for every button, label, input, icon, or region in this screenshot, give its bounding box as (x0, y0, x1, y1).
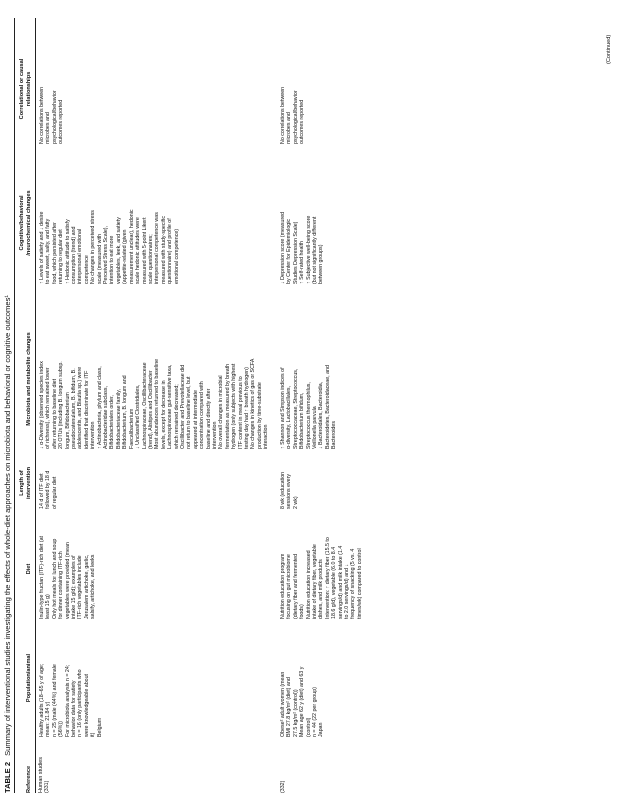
cell-line: ↓ α-Diversity (observed species index (39, 361, 45, 449)
cell-line: n = 25 (male (44%) and female (51, 664, 58, 737)
cell-line: Faecalibacterium (128, 408, 135, 449)
cell-line: to eat sweet, salty, and fatty (45, 218, 52, 284)
header-population: Population/animal (26, 653, 32, 703)
cell-line: microbes and (286, 112, 293, 144)
cell-line: Obese² adult women (mean (280, 671, 286, 737)
cell-line: ↑ Self-rated health (299, 241, 306, 284)
cell-line: intake 15 g/d); examples of (71, 555, 78, 619)
cell-line: salsify, artichoke, and leeks (90, 554, 97, 619)
cell-line: Streptococcus thermophilus, (305, 382, 312, 449)
cell-line: of regular diet (51, 476, 58, 509)
table-title: Summary of interventional studies investigating the effects of whole-diet approaches on microbiota and behavioral or cognitive outcomes¹ (3, 295, 12, 756)
cell-line: adolescentis, and Blautia sp.) were (77, 366, 84, 449)
cell-line: sessions every (286, 473, 293, 509)
cell-line: vegetables, leek, and satiety (115, 217, 122, 284)
cell-line: times/wk) compared to control (356, 548, 363, 619)
cell-line: scale hedonic attitudes were (135, 217, 142, 284)
cell-line: n = 44 (22 per group) (312, 687, 319, 737)
cell-line: vegetables were provided (mean (64, 542, 71, 619)
cell-line: behavior data for satiety (71, 680, 78, 737)
cell-line: No correlations between (39, 86, 45, 144)
cell-line: Bifidobacteriaceae family, (115, 389, 122, 449)
cell-line: servings/d) and milk intake (1.4 (337, 545, 344, 619)
cell-line: (trend), Alistipes and Oscillibacter (147, 370, 154, 449)
cell-line: measurement unclear), hedonic (128, 209, 135, 284)
cell-line: Jerusalem artichoke, garlic, (83, 554, 90, 619)
cell-line: Lachnospiraceae gut-sensitive taxa, (167, 364, 174, 449)
cell-line: concentration compared with (199, 381, 206, 449)
header-length-line-2: intervention (25, 467, 32, 500)
cell-line: it) (90, 732, 97, 737)
header-cognitive (19, 162, 32, 284)
header-length (19, 452, 32, 514)
cell-line: followed by 18 d (45, 470, 52, 509)
cell-line: levels, except for decrease in (160, 380, 167, 449)
cell-line: intervention (90, 421, 97, 449)
cell-line: pseudocatenulatum, B. bifidum, B. (71, 368, 78, 449)
cell-line: Veillonella parvula (312, 406, 319, 449)
cell-line: between groups) (318, 244, 325, 284)
cell-line: baseline and directly after (205, 388, 212, 449)
cell-line: ITF-rich vegetables include (77, 555, 84, 619)
cell-line: Streptococcaceae, Streptococcus, (292, 368, 299, 449)
cell-line: ITF content in meal previous to (237, 376, 244, 449)
cell-line: returning to regular diet (58, 229, 65, 284)
cell-line: Most abundances returned to baseline (154, 358, 161, 449)
cell-line: were knowledgeable about (83, 673, 90, 737)
cell-line: hydrogen (only subjects with highest (231, 363, 238, 449)
cell-line: Mean age 62 y (diet) and 63 y (299, 666, 306, 737)
cell-line: for dinner containing ITF-rich (58, 551, 65, 619)
cell-line: 20 OTUs (including B. longum subsp. (58, 361, 65, 449)
cell-line: appeared at intermediate (192, 390, 199, 449)
cell-line: testing day had ↑ breath hydrogen) (244, 367, 250, 449)
cell-line: focusing on gut microbiome (286, 554, 293, 619)
cell-line: Bacteroides (331, 421, 338, 449)
cell-line: Japan (318, 722, 325, 737)
header-microbiota: Microbiota and metabolite changes (26, 332, 32, 426)
cell-line: mean: 21.84 y) (45, 701, 52, 737)
cell-line: ↓ Bacteroidales, Bacteroidia, (318, 381, 325, 449)
cell-line: emotional competence) (173, 228, 180, 284)
cell-line: Belgium (96, 717, 103, 737)
cell-line: 27.5 kg/m² (control)) (292, 689, 299, 737)
cell-line: Bacteroidetes, Bacteroidaceae, and (324, 365, 331, 449)
cell-line: measured with 5-point Likert (141, 217, 148, 284)
cell-line: No changes in perceived stress (90, 210, 97, 284)
cell-line: (but not significantly different (312, 216, 319, 284)
row-2-length (280, 451, 299, 509)
cell-line: Oscillibacter and Prevotellaceae did (179, 364, 186, 449)
row-1-population (39, 622, 103, 737)
cell-line: outcomes reported (58, 99, 65, 144)
cell-line: foods) (299, 604, 306, 619)
cell-line: α-diversity, Lactobacillales, (286, 385, 293, 449)
cell-line: 14 d of ITF diet (39, 473, 45, 509)
cell-line: identified that discriminate for ITF (83, 370, 90, 449)
cell-line: of richness), which remained lower (45, 367, 52, 449)
cell-line: (control) (305, 717, 312, 737)
cell-line: measured with study-specific (160, 215, 167, 284)
cell-line: Only hot meals for lunch and soup (51, 538, 58, 619)
row-1-length (39, 451, 58, 509)
row-2-population (280, 622, 325, 737)
cell-line: Bifidobacterium, B. longum and (122, 375, 129, 449)
cell-line: BMI 27.8 kg/m² (diet) and (286, 677, 293, 737)
header-length-line-1: Length of (19, 470, 25, 496)
reference-text: (331) (44, 780, 50, 793)
cell-line: For microbiota analysis n = 24; (64, 664, 71, 737)
cell-line: microbes and (45, 112, 52, 144)
header-cognitive-line-2: /neurochemical changes (25, 190, 32, 256)
cell-line: Bifidobacterium bifidum, (299, 392, 306, 449)
cell-line: (dietary fiber and fermented (292, 553, 299, 619)
header-reference: Reference (26, 765, 32, 793)
header-correlational (19, 25, 32, 153)
row-2-cognitive (280, 156, 325, 284)
cell-line: 2 wk) (292, 496, 299, 509)
table-label: TABLE 2 (3, 761, 12, 793)
cell-line: ↑ Subjective well-being score (305, 215, 312, 284)
cell-line: intake of dietary fiber, vegetable (312, 544, 319, 619)
cell-line: questionnaire) and profile of (167, 218, 174, 284)
cell-line: (appetite-related (given (122, 229, 129, 284)
cell-line: interpersonal competence was (154, 212, 161, 284)
cell-line: ↓ Depression score (measured (280, 211, 286, 284)
cell-line: least 15 g) (45, 594, 52, 619)
cell-line: Bifidobacteriales order, (109, 395, 116, 449)
cell-line: Healthy adults (18–65 y of age; (39, 663, 45, 737)
top-rule (14, 18, 15, 793)
cell-line: ↓ Unclassified Clostridiales, (135, 384, 142, 449)
cell-line: interaction (263, 424, 270, 449)
cell-line: No correlations between (280, 86, 286, 144)
cell-line: consumption (trend) and (71, 226, 78, 284)
header-rule (35, 18, 36, 793)
cell-line: 8 wk (education (280, 471, 286, 509)
cell-line: longum, Bifidobacterium (64, 392, 71, 449)
row-1-diet (39, 515, 97, 619)
header-correlational-line-1: Correlational or causal (19, 58, 25, 120)
cell-line: to 2.0 servings/d) and ↓ (344, 563, 351, 619)
header-cognitive-line-1: Cognitive/behavioral (19, 195, 25, 251)
table-caption (3, 295, 12, 793)
cell-line: No changes in kinetics of gas or SCFA (250, 358, 257, 449)
row-1-correlational (39, 24, 65, 144)
cell-line: Lachnospiraceae, Oscillibacteraceae (141, 362, 148, 449)
cell-line: scale (measured with (96, 233, 103, 284)
row-1-microbiota (39, 289, 270, 449)
header-correlational-line-2: relationships (25, 71, 32, 107)
cell-line: ↑ Levels of satiety and ↓ desire (39, 211, 45, 284)
row-1-cognitive (39, 156, 180, 284)
cell-line: food, which persisted after (51, 222, 58, 284)
reference-text: (332) (280, 780, 286, 793)
cell-line: intervention (211, 421, 218, 449)
cell-line: which remained decreased; (173, 384, 180, 449)
continued-label: (Continued) (606, 34, 612, 64)
row-2-microbiota (280, 289, 338, 449)
cell-line: Perceived Stress Scale), (103, 226, 110, 284)
cell-line: scale questionnaires; (147, 234, 154, 284)
cell-line: dishes, and milk products (318, 559, 325, 619)
cell-line: ↑ Hedonic attitude to satisfy (64, 219, 71, 284)
cell-line: Studies Depression Scale) (292, 221, 299, 284)
cell-line: (56%)) (58, 721, 65, 737)
cell-line: psychological/behavior (292, 90, 299, 144)
section-label: Human studies (38, 757, 44, 793)
cell-line: Nutrition education increased (305, 550, 312, 619)
cell-line: psychological/behavior (51, 90, 58, 144)
cell-line: 18.6 g/d), vegetable (6.0 to 8.4 (331, 546, 338, 619)
cell-line: competence (83, 255, 90, 284)
header-diet: Diet (26, 563, 32, 575)
row-2-diet (280, 515, 363, 619)
cell-line: outcomes reported (299, 99, 306, 144)
cell-line: frequency of snacking (5 vs. 4 (350, 548, 357, 619)
cell-line: fermentation as measured by breath (224, 363, 231, 449)
cell-line: Nutrition education program (280, 553, 286, 619)
row-2-correlational (280, 24, 306, 144)
row-1-reference (44, 743, 50, 793)
cell-line: Inulin-type fructan (ITF)-rich diet (at (39, 535, 45, 619)
cell-line: No overall changes in microbial (218, 375, 225, 449)
cell-line: production by time-substrate (256, 382, 263, 449)
cell-line: after returning to baseline diet (51, 378, 58, 449)
cell-line: n = 16 (only participants who (77, 669, 84, 737)
cell-line: by Center for Epidemiologic (286, 218, 293, 284)
cell-line: not return to baseline level, but (186, 376, 193, 449)
cell-line: Actinobacteridae subclass, (103, 385, 110, 449)
cell-line: ↑ Shannon and Simpson indices of (280, 367, 286, 449)
cell-line: intention to eat more (109, 235, 116, 284)
cell-line: interpersonal emotional (77, 228, 84, 284)
cell-line: Intervention: ↑ dietary fiber (15.5 to (324, 537, 331, 619)
cell-line: ↑ Actinobacteria, phylum and class, (96, 366, 103, 449)
row-2-reference (280, 743, 286, 793)
